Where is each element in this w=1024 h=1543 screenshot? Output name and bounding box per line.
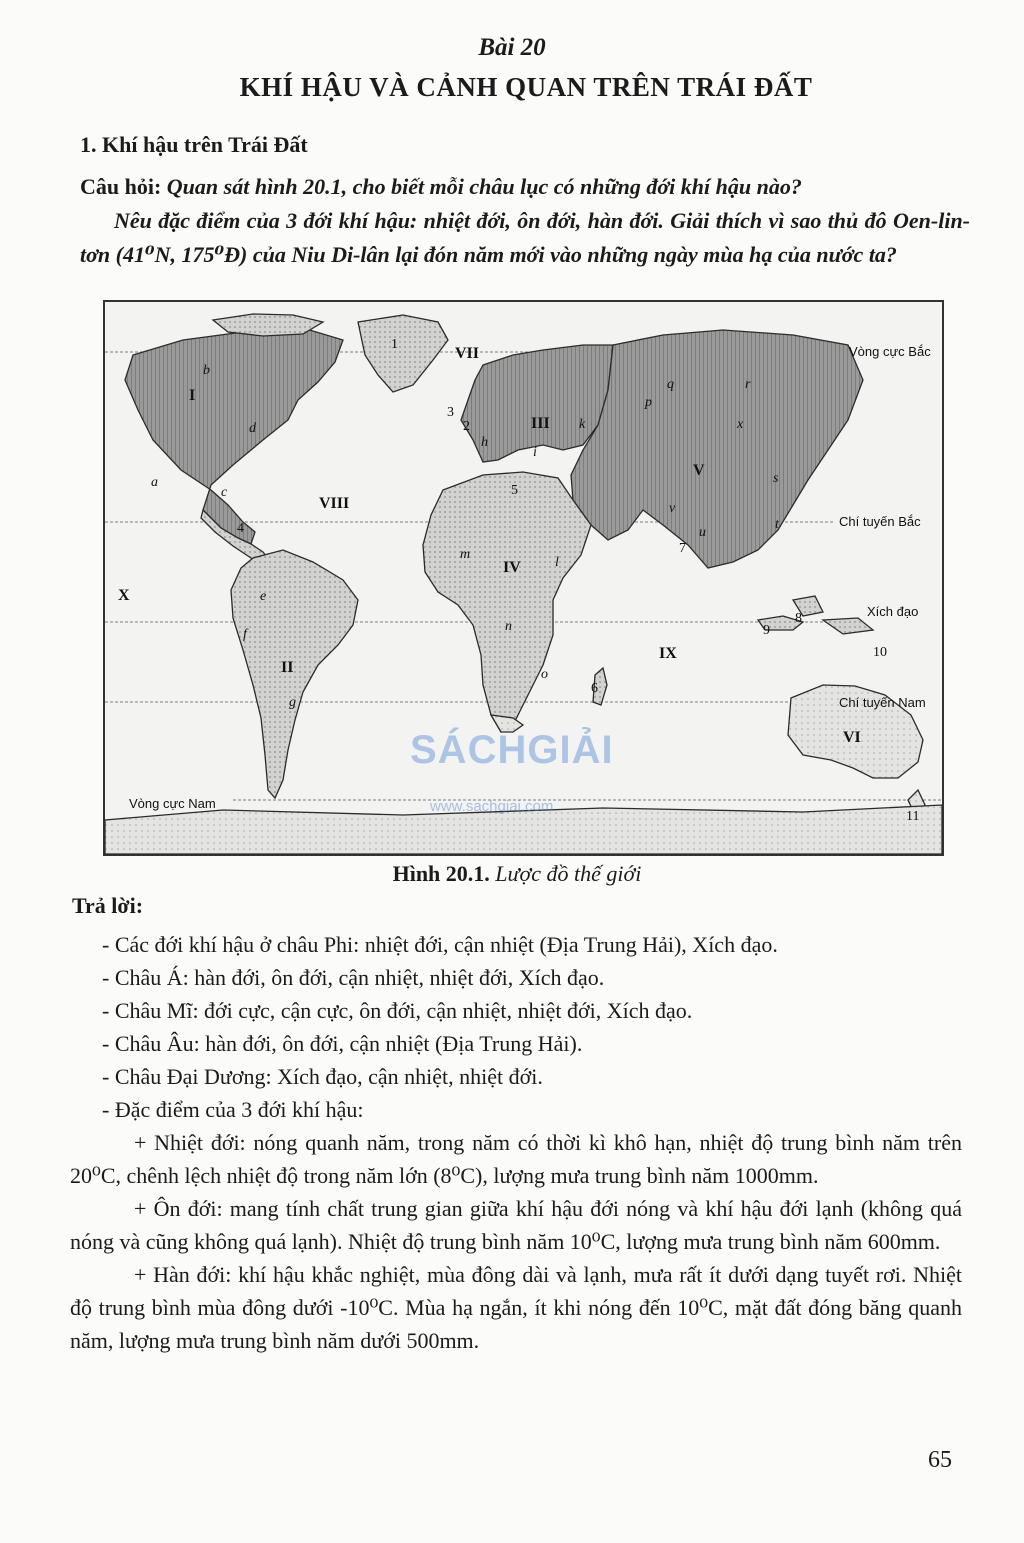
- letter-label-r: r: [745, 377, 751, 392]
- figure-caption-title: Lược đồ thế giới: [495, 861, 642, 886]
- answer-polar-paragraph: + Hàn đới: khí hậu khắc nghiệt, mùa đông dài và lạnh, mưa rất ít dưới dạng tuyết rơi. Nhiệt độ trung bình mùa đông dưới -10⁰C. Mùa hạ ngắn, ít khi nóng đến 10⁰C, mặt đất đóng băng quanh năm, lượng mưa trung bình năm dưới 500mm.: [70, 1262, 962, 1353]
- question-line-1: Quan sát hình 20.1, cho biết mỗi châu lục có những đới khí hậu nào?: [166, 174, 802, 199]
- tropic-of-capricorn-label: Chí tuyến Nam: [839, 695, 926, 710]
- letter-label-v: v: [669, 501, 676, 516]
- lesson-number: Bài 20: [478, 34, 546, 61]
- answer-label: Trả lời:: [72, 893, 144, 918]
- letter-label-p: p: [645, 395, 652, 410]
- number-label-3: 3: [447, 405, 454, 420]
- question-block: [80, 170, 970, 272]
- figure-caption-number: Hình 20.1.: [392, 861, 490, 886]
- page-number: 65: [928, 1447, 952, 1473]
- letter-label-i: i: [533, 445, 537, 460]
- zone-label-vii: VII: [455, 345, 480, 362]
- letter-label-x: x: [737, 417, 744, 432]
- number-label-4: 4: [237, 521, 244, 536]
- number-label-7: 7: [679, 541, 686, 556]
- answer-bullet-asia: - Châu Á: hàn đới, ôn đới, cận nhiệt, nhiệt đới, Xích đạo.: [102, 965, 605, 990]
- letter-label-q: q: [667, 377, 674, 392]
- answer-tropical-paragraph: + Nhiệt đới: nóng quanh năm, trong năm có thời kì khô hạn, nhiệt độ trung bình năm trên 20⁰C, chênh lệch nhiệt độ trong năm lớn (8⁰C), lượng mưa trung bình năm 1000mm.: [70, 1130, 962, 1188]
- letter-label-m: m: [460, 547, 471, 562]
- number-label-6: 6: [591, 681, 598, 696]
- zone-label-i: I: [189, 387, 196, 404]
- answer-bullet-europe: - Châu Âu: hàn đới, ôn đới, cận nhiệt (Địa Trung Hải).: [102, 1031, 583, 1056]
- equator-label: Xích đạo: [867, 604, 919, 619]
- letter-label-g: g: [289, 695, 296, 710]
- lesson-title: KHÍ HẬU VÀ CẢNH QUAN TRÊN TRÁI ĐẤT: [239, 72, 813, 102]
- zone-label-ix: IX: [659, 645, 677, 662]
- letter-label-e: e: [260, 589, 267, 604]
- zone-label-ii: II: [281, 659, 294, 676]
- zone-label-iii: III: [531, 415, 550, 432]
- zone-label-iv: IV: [503, 559, 521, 576]
- number-label-2: 2: [463, 419, 470, 434]
- number-label-8: 8: [795, 611, 802, 626]
- zone-label-x: X: [118, 587, 130, 604]
- watermark-brand: SÁCHGIẢI: [410, 728, 614, 772]
- letter-label-l: l: [555, 555, 559, 570]
- letter-label-c: c: [221, 485, 228, 500]
- zone-label-v: V: [693, 462, 705, 479]
- watermark-url: www.sachgiai.com: [430, 798, 554, 815]
- letter-label-u: u: [699, 525, 706, 540]
- letter-label-n: n: [505, 619, 512, 634]
- answer-temperate-paragraph: + Ôn đới: mang tính chất trung gian giữa khí hậu đới nóng và khí hậu đới lạnh (không quá nóng và cũng không quá lạnh). Nhiệt độ trung bình năm 10⁰C, lượng mưa trung bình năm 600mm.: [70, 1196, 962, 1254]
- letter-label-k: k: [579, 417, 586, 432]
- answer-bullet-africa: - Các đới khí hậu ở châu Phi: nhiệt đới, cận nhiệt (Địa Trung Hải), Xích đạo.: [102, 932, 778, 957]
- letter-label-t: t: [775, 517, 779, 532]
- arctic-circle-label: Vòng cực Bắc: [849, 344, 931, 359]
- question-rest: Nêu đặc điểm của 3 đới khí hậu: nhiệt đới, ôn đới, hàn đới. Giải thích vì sao thủ đô Oen-lin-tơn (41⁰N, 175⁰Đ) của Niu Di-lân lại đón năm mới vào những ngày mùa hạ của nước ta?: [80, 208, 970, 267]
- letter-label-a: a: [151, 475, 158, 490]
- section-heading: 1. Khí hậu trên Trái Đất: [80, 132, 308, 157]
- number-label-11: 11: [906, 809, 920, 824]
- tropic-of-cancer-label: Chí tuyến Bắc: [839, 514, 921, 529]
- number-label-10: 10: [873, 645, 887, 660]
- number-label-5: 5: [511, 483, 518, 498]
- letter-label-f: f: [243, 627, 247, 642]
- zone-label-viii: VIII: [319, 495, 350, 512]
- letter-label-s: s: [773, 471, 779, 486]
- zone-label-vi: VI: [843, 729, 861, 746]
- answer-bullet-america: - Châu Mĩ: đới cực, cận cực, ôn đới, cận nhiệt, nhiệt đới, Xích đạo.: [102, 998, 693, 1023]
- letter-label-o: o: [541, 667, 548, 682]
- number-label-1: 1: [391, 337, 398, 352]
- letter-label-d: d: [249, 421, 256, 436]
- question-label: Câu hỏi:: [80, 174, 162, 199]
- letter-label-b: b: [203, 363, 210, 378]
- answer-bullet-zones: - Đặc điểm của 3 đới khí hậu:: [102, 1097, 364, 1122]
- answer-block: [70, 928, 962, 1357]
- antarctic-circle-label: Vòng cực Nam: [129, 796, 216, 811]
- number-label-9: 9: [763, 623, 770, 638]
- answer-bullet-oceania: - Châu Đại Dương: Xích đạo, cận nhiệt, nhiệt đới.: [102, 1064, 543, 1089]
- letter-label-h: h: [481, 435, 488, 450]
- figure-caption: [0, 861, 1024, 887]
